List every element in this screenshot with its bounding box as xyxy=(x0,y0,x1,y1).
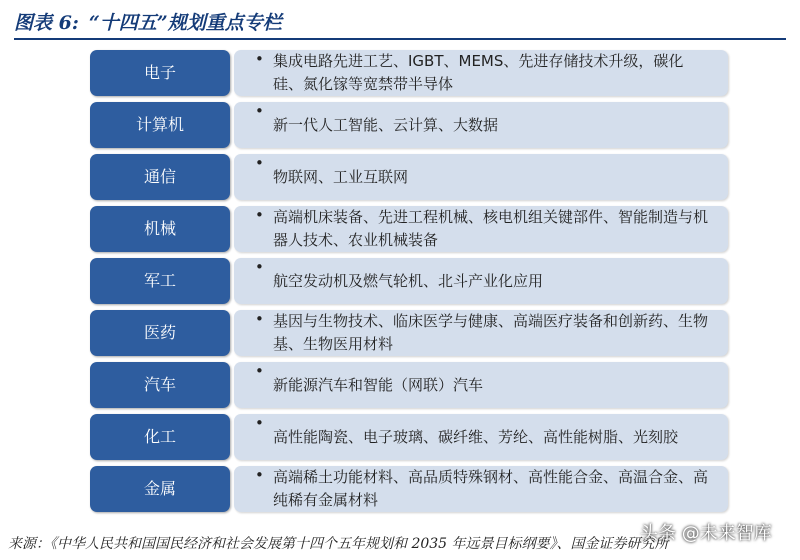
bullet-icon: • xyxy=(255,154,264,172)
description-text: 高端机床装备、先进工程机械、核电机组关键部件、智能制造与机器人技术、农业机械装备 xyxy=(273,208,709,249)
category-cell: 金属 xyxy=(90,466,230,512)
table-row xyxy=(90,102,730,148)
category-cell: 计算机 xyxy=(90,102,230,148)
bullet-icon: • xyxy=(255,466,264,484)
description-cell xyxy=(234,102,728,148)
bullet-icon: • xyxy=(255,206,264,224)
description-text: 物联网、工业互联网 xyxy=(273,167,409,186)
table-row xyxy=(90,362,730,408)
category-cell: 通信 xyxy=(90,154,230,200)
description-cell xyxy=(234,414,728,460)
bullet-icon: • xyxy=(255,362,264,380)
table-row xyxy=(90,258,730,304)
bullet-icon: • xyxy=(255,258,264,276)
description-text: 基因与生物技术、临床医学与健康、高端医疗装备和创新药、生物基、生物医用材料 xyxy=(273,312,709,353)
figure-name: “十四五”规划重点专栏 xyxy=(88,12,282,34)
description-text: 航空发动机及燃气轮机、北斗产业化应用 xyxy=(273,271,544,290)
category-cell: 化工 xyxy=(90,414,230,460)
table-row xyxy=(90,206,730,252)
description-cell xyxy=(234,466,728,512)
source-note: 来源：《中华人民共和国国民经济和社会发展第十四个五年规划和 2035 年远景目标纲要》、国金证券研究所 xyxy=(8,536,669,552)
description-text: 高性能陶瓷、电子玻璃、碳纤维、芳纶、高性能树脂、光刻胶 xyxy=(273,427,679,446)
description-text: 高端稀土功能材料、高品质特殊钢材、高性能合金、高温合金、高纯稀有金属材料 xyxy=(273,468,709,509)
description-cell xyxy=(234,362,728,408)
category-cell: 医药 xyxy=(90,310,230,356)
bullet-icon: • xyxy=(255,414,264,432)
description-cell xyxy=(234,50,728,96)
category-cell: 汽车 xyxy=(90,362,230,408)
watermark: 头条 @未来智库 xyxy=(640,523,772,544)
category-cell: 电子 xyxy=(90,50,230,96)
description-cell xyxy=(234,258,728,304)
description-cell xyxy=(234,206,728,252)
table-row xyxy=(90,50,730,96)
description-cell xyxy=(234,310,728,356)
bullet-icon: • xyxy=(255,102,264,120)
figure-label: 图表 6: xyxy=(14,12,79,34)
description-text: 新能源汽车和智能（网联）汽车 xyxy=(273,375,484,394)
table-row xyxy=(90,466,730,512)
description-text: 集成电路先进工艺、IGBT、MEMS、先进存储技术升级，碳化硅、氮化镓等宽禁带半导体 xyxy=(273,52,684,93)
bullet-icon: • xyxy=(255,50,264,68)
description-text: 新一代人工智能、云计算、大数据 xyxy=(273,115,499,134)
description-cell xyxy=(234,154,728,200)
category-cell: 机械 xyxy=(90,206,230,252)
bullet-icon: • xyxy=(255,310,264,328)
table-row xyxy=(90,310,730,356)
category-cell: 军工 xyxy=(90,258,230,304)
table-row xyxy=(90,154,730,200)
table-row xyxy=(90,414,730,460)
